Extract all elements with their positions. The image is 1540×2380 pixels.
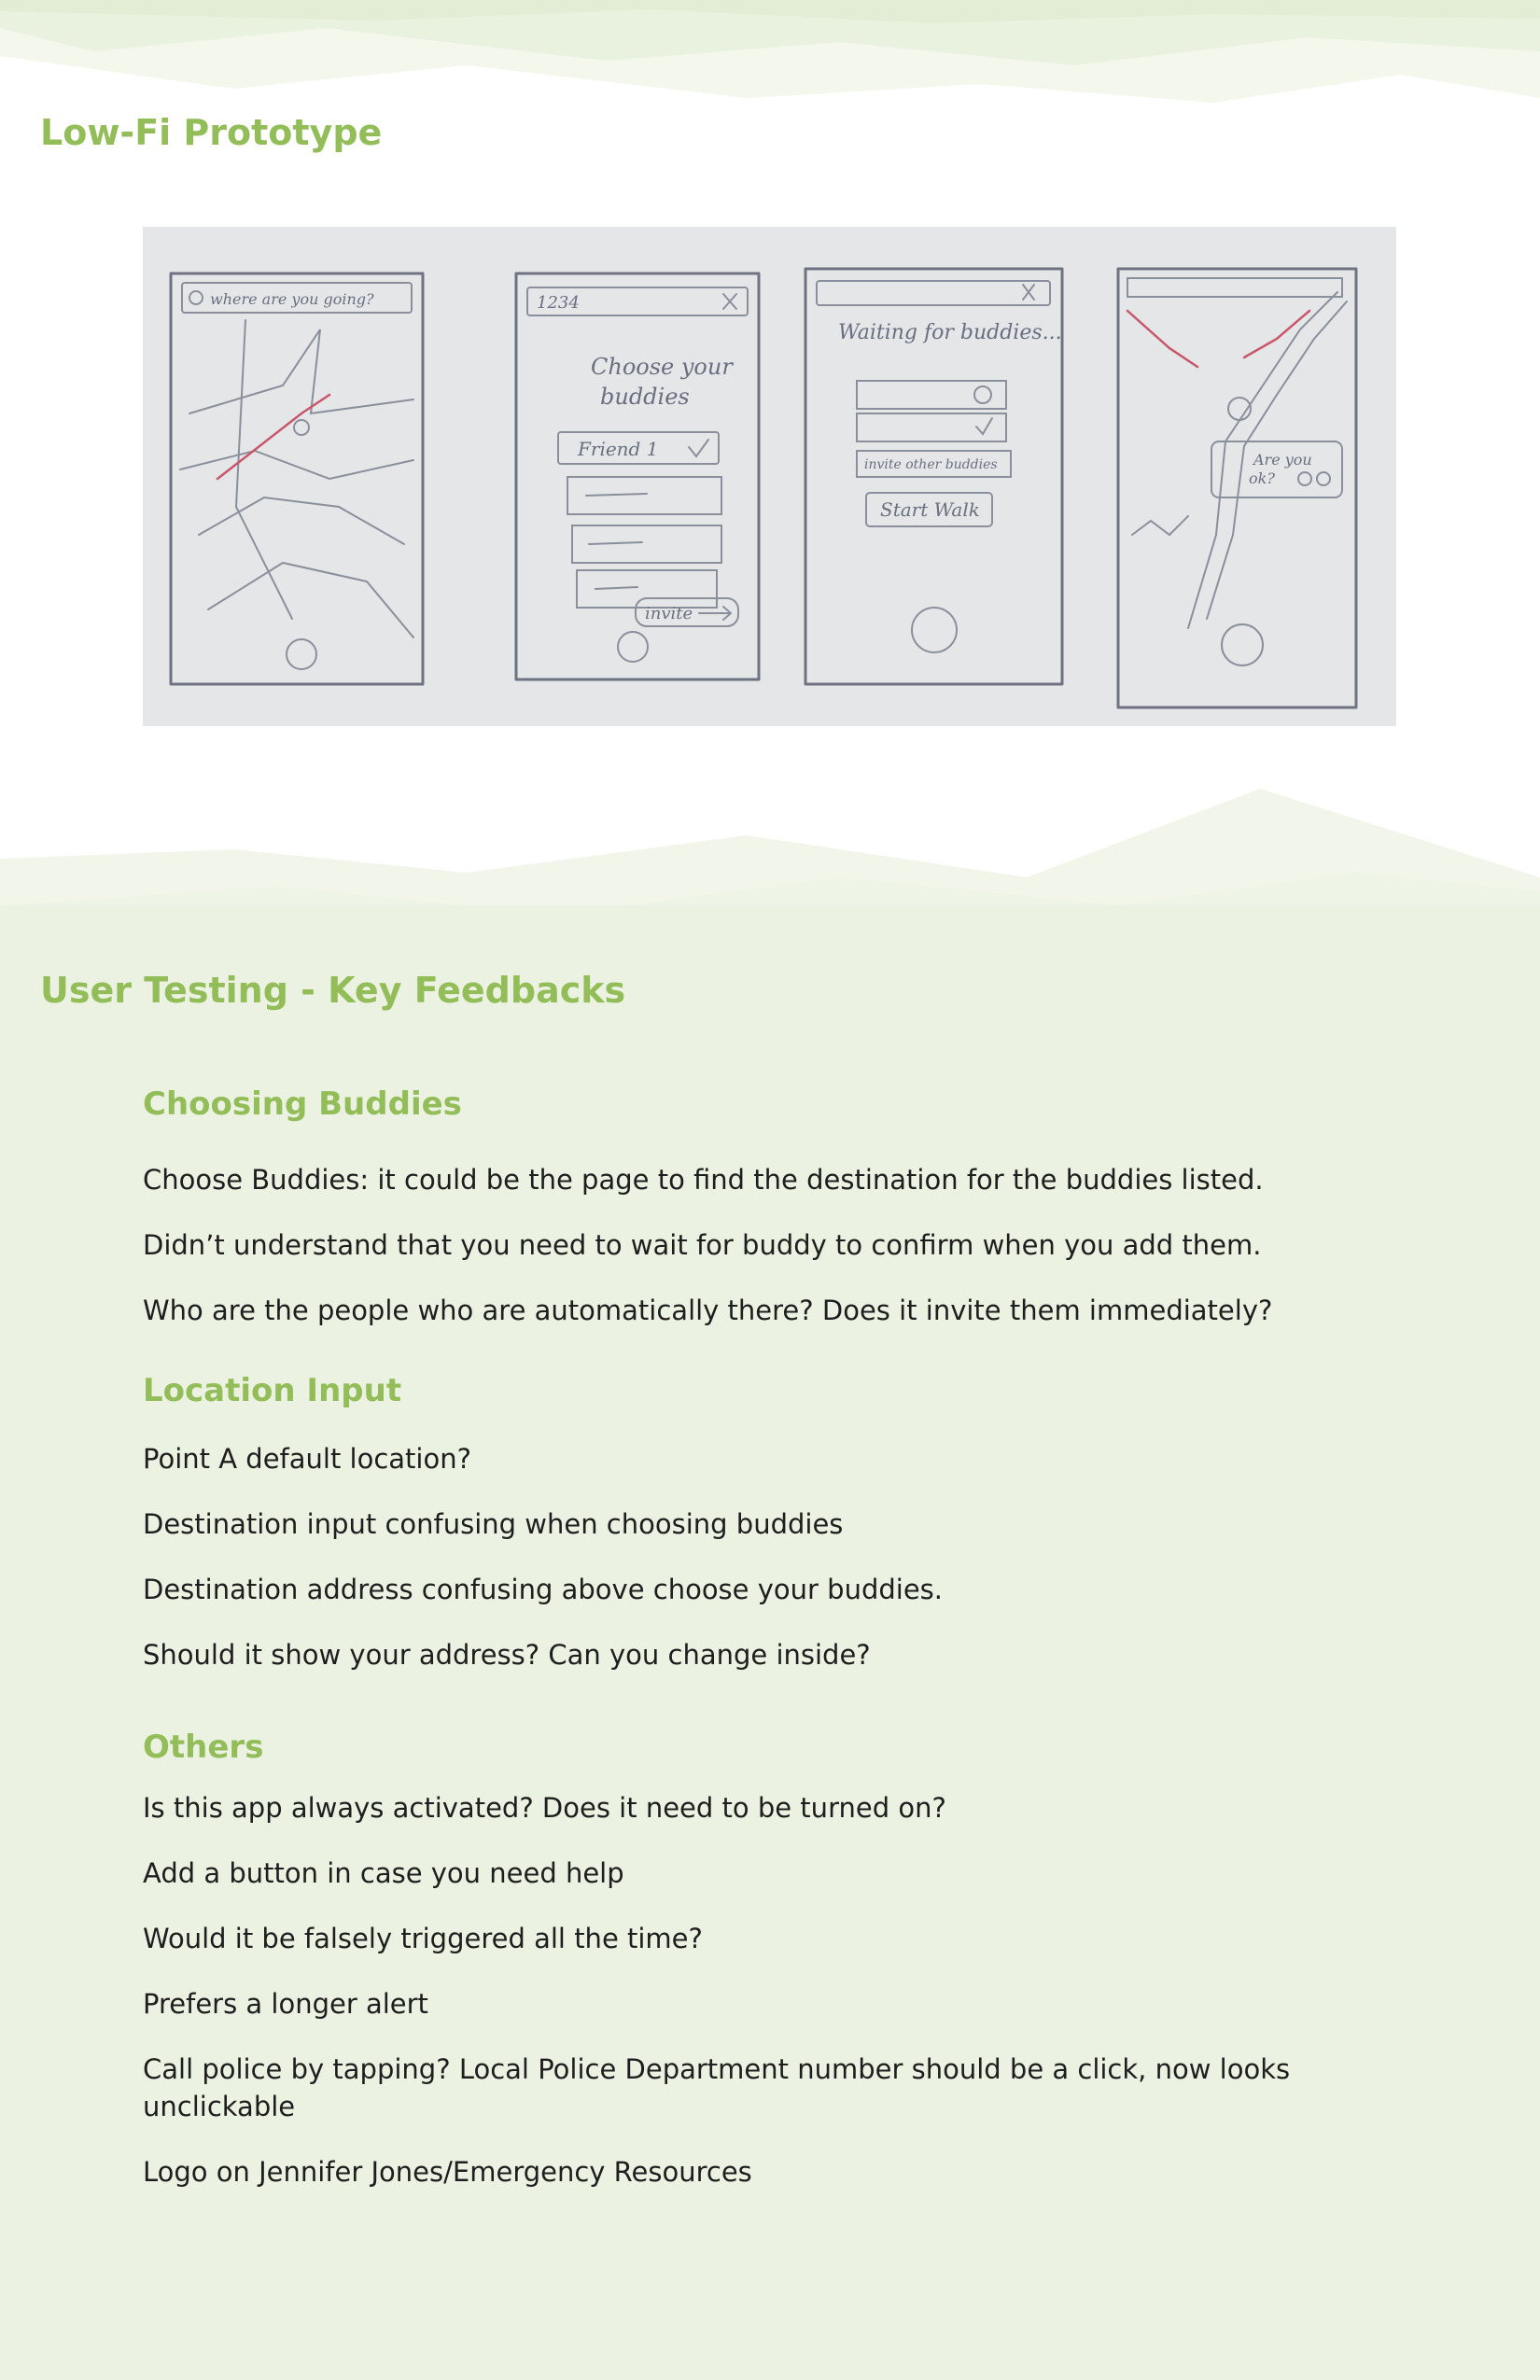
sketch-search-label: where are you going? [210,290,374,308]
group-heading-location-input: Location Input [143,1372,402,1409]
feedback-item: Prefers a longer alert [143,1988,428,2020]
user-testing-title: User Testing - Key Feedbacks [40,970,626,1011]
sketch-code-label: 1234 [537,293,580,313]
feedback-item: Destination address confusing above choose your buddies. [143,1574,943,1605]
feedback-item: Destination input confusing when choosing buddies [143,1508,844,1540]
feedback-item: Who are the people who are automatically there? Does it invite them immediately? [143,1295,1273,1326]
feedback-list [143,1083,1449,2191]
sketch-invite-label: invite [645,604,693,623]
group-heading-others: Others [143,1729,264,1766]
sketch-waiting-label: Waiting for buddies... [838,321,1062,344]
sketch-start-walk-label: Start Walk [880,498,980,521]
feedback-item: Choose Buddies: it could be the page to find the destination for the buddies listed. [143,1164,1264,1196]
sketch-choose-label: Choose your [591,354,733,380]
sketch-invite-other-label: invite other buddies [864,457,998,472]
feedback-item: Call police by tapping? Local Police Department number should be a click, now looks unclickable [143,2053,1291,2122]
sketch-buddies-label: buddies [600,384,690,410]
feedback-item: Didn’t understand that you need to wait for buddy to confirm when you add them. [143,1229,1262,1261]
feedback-item: Is this app always activated? Does it need to be turned on? [143,1792,946,1824]
low-fi-prototype-title: Low-Fi Prototype [40,112,383,153]
sketch-ok-label: ok? [1249,469,1275,487]
sketch-are-you-label: Are you [1253,451,1312,469]
feedback-item: Add a button in case you need help [143,1857,624,1889]
group-heading-choosing-buddies: Choosing Buddies [143,1085,462,1123]
top-wave-decoration [0,0,1540,121]
feedback-item: Should it show your address? Can you change inside? [143,1639,871,1671]
feedback-item: Would it be falsely triggered all the time? [143,1923,703,1954]
feedback-item: Point A default location? [143,1443,471,1475]
sketch-friend-label: Friend 1 [578,438,659,460]
feedback-item: Logo on Jennifer Jones/Emergency Resources [143,2156,752,2188]
low-fi-sketch-photo [143,227,1396,726]
